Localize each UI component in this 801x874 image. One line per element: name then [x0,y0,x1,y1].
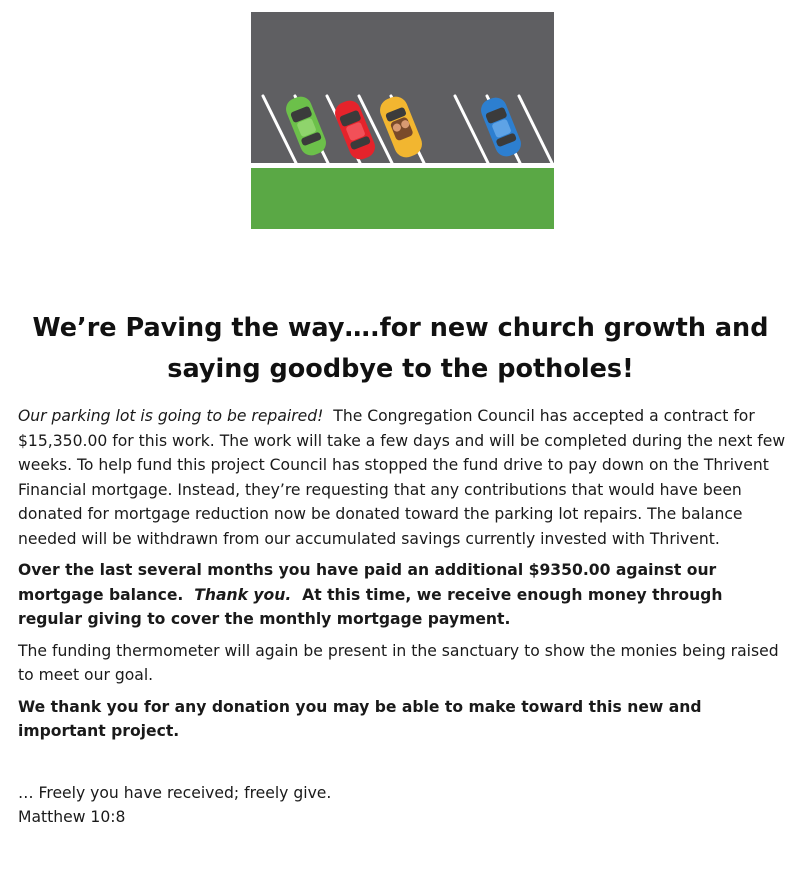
paragraph-mortgage-part1: Over the last several months you have paid an additional $9350.00 against our mortgage balance. [18,561,717,604]
paragraph-mortgage-part2: At this time, we receive enough money through regular giving to cover the monthly mortgage payment. [18,585,723,628]
paragraph-thanks: We thank you for any donation you may be able to make toward this new and important project. [18,697,702,740]
paragraph-contract-lead: Our parking lot is going to be repaired! [18,407,324,425]
grass [251,168,554,229]
headline [0,308,801,390]
headline-line-1: We’re Paving the way….for new church growth and [32,313,769,343]
bible-verse [18,781,788,830]
paragraph-contract-text: The Congregation Council has accepted a contract for $15,350.00 for this work. The work will take a few days and will be completed during the next few weeks. To help fund this project Council has stopped the fund drive to pay down on the Thrivent Financial mortgage. Instead, they’re requesting that any contributions that would have been donated for mortgage reduction now be donated toward the parking lot repairs. The balance needed will be withdrawn from our accumulated savings currently invested with Thrivent. [18,407,786,548]
paragraph-mortgage [18,558,788,632]
parking-lot-svg [251,12,554,229]
verse-reference: Matthew 10:8 [18,808,126,826]
headline-line-2: saying goodbye to the potholes! [167,354,634,384]
paragraph-mortgage-thanks: Thank you. [194,585,292,604]
parking-lot-illustration [251,12,554,229]
verse-text: … Freely you have received; freely give. [18,783,332,802]
paragraph-contract [18,404,788,551]
paragraph-thermometer: The funding thermometer will again be present in the sanctuary to show the monies being raised to meet our goal. [18,641,779,684]
spacer [18,751,788,781]
announcement-body [18,404,788,830]
